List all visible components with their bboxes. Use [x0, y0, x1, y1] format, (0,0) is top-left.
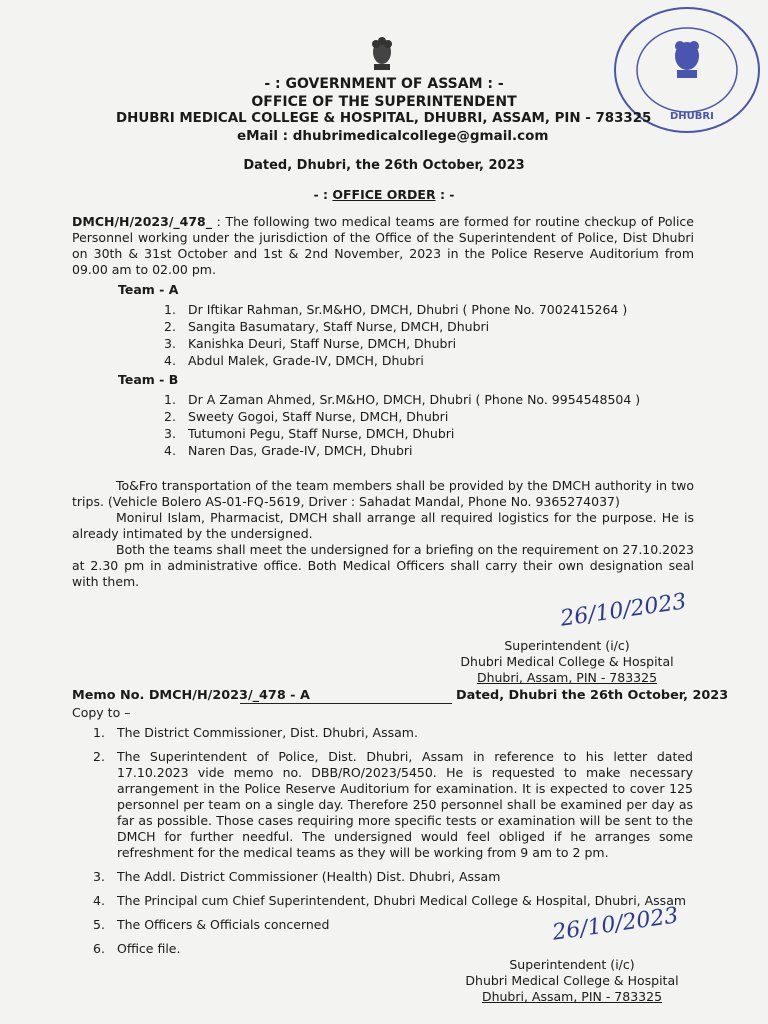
email-label: eMail : — [237, 128, 289, 144]
order-paragraphs — [72, 478, 694, 590]
list-item: 4. The Principal cum Chief Superintendent, Dhubri Medical College & Hospital, Dhubri, Assam — [93, 893, 687, 908]
teams-section — [118, 282, 678, 459]
order-ref: DMCH/H/2023/_478_ — [72, 214, 212, 229]
office-order-label: OFFICE ORDER — [332, 187, 436, 202]
list-item: 4. Abdul Malek, Grade-IV, DMCH, Dhubri — [164, 353, 424, 368]
office-order-title: - : OFFICE ORDER : - — [313, 187, 455, 202]
signature-institution: Dhubri Medical College & Hospital — [460, 654, 674, 669]
signature-title: Superintendent (i/c) — [504, 638, 630, 653]
signature-address: Dhubri, Assam, PIN - 783325 — [481, 989, 663, 1004]
list-item: 1. Dr Iftikar Rahman, Sr.M&HO, DMCH, Dhubri ( Phone No. 7002415264 ) — [164, 302, 628, 317]
signature-title: Superintendent (i/c) — [509, 957, 635, 972]
handwritten-signature-2: 26/10/2023 — [550, 903, 680, 946]
list-item: 2. Sangita Basumatary, Staff Nurse, DMCH, Dhubri — [164, 319, 490, 334]
memo-underline — [240, 703, 452, 704]
header-institution: DHUBRI MEDICAL COLLEGE & HOSPITAL, DHUBRI, ASSAM, PIN - 783325 — [116, 111, 652, 126]
memo-ref: Memo No. DMCH/H/2023/_478 - A — [72, 688, 310, 703]
signature-block — [452, 638, 682, 686]
list-item: 1. Dr A Zaman Ahmed, Sr.M&HO, DMCH, Dhubri ( Phone No. 9954548504 ) — [164, 392, 641, 407]
list-item: 6. Office file. — [93, 941, 181, 956]
order-body: DMCH/H/2023/_478_ : The following two medical teams are formed for routine checkup of Police Personnel working under the jurisdiction of the Office of the Superintendent of Police, Dist Dhubri on 30th & 31st October and 1st & 2nd November, 2023 in the Police Reserve Auditorium from 09.00 am to 02.00 pm. — [72, 214, 694, 277]
list-item: 3. Kanishka Deuri, Staff Nurse, DMCH, Dhubri — [164, 336, 457, 351]
email-address: dhubrimedicalcollege@gmail.com — [292, 128, 549, 144]
transport-paragraph: To&Fro transportation of the team members shall be provided by the DMCH authority in two trips. (Vehicle Bolero AS-01-FQ-5619, Driver : Sahadat Mandal, Phone No. 9365274037) — [72, 478, 694, 509]
signature-address: Dhubri, Assam, PIN - 783325 — [476, 670, 658, 685]
order-paragraph: The following two medical teams are formed for routine checkup of Police Personnel working under the jurisdiction of the Office of the Superintendent of Police, Dist Dhubri on 30th & 31st October and 1st & 2nd November, 2023 in the Police Reserve Auditorium from 09.00 am to 02.00 pm. — [72, 214, 694, 277]
list-item: 5. The Officers & Officials concerned — [93, 917, 330, 932]
copy-to-label: Copy to – — [72, 705, 131, 720]
team-a-list — [164, 302, 678, 369]
handwritten-signature: 26/10/2023 — [558, 589, 688, 632]
team-a-heading: Team - A — [118, 282, 179, 297]
list-item: 3. Tutumoni Pegu, Staff Nurse, DMCH, Dhubri — [164, 426, 455, 441]
list-item: 4. Naren Das, Grade-IV, DMCH, Dhubri — [164, 443, 413, 458]
header-email — [237, 128, 548, 144]
list-item: 2. The Superintendent of Police, Dist. Dhubri, Assam in reference to his letter dated 17.10.2023 vide memo no. DBB/RO/2023/5450. He is requested to make necessary arrangement in the Police Reserve Auditorium for examination. It is expected to cover 125 personnel per team on a single day. Therefore 250 personnel shall be examined per day as far as possible. Those cases requiring more specific tests or examination will be sent to the DMCH for further needful. The undersigned would feel obliged if he arranges some refreshment for the medical teams as they will be working from 9 am to 2 pm. — [93, 749, 693, 860]
list-item: 1. The District Commissioner, Dist. Dhubri, Assam. — [93, 725, 418, 740]
signature-institution: Dhubri Medical College & Hospital — [465, 973, 679, 988]
signature-block-2 — [452, 957, 692, 1005]
team-b-heading: Team - B — [118, 372, 179, 387]
logistics-paragraph: Monirul Islam, Pharmacist, DMCH shall arrange all required logistics for the purpose. He is already intimated by the undersigned. — [72, 510, 694, 541]
memo-date: Dated, Dhubri the 26th October, 2023 — [456, 688, 729, 703]
briefing-paragraph: Both the teams shall meet the undersigned for a briefing on the requirement on 27.10.2023 at 2.30 pm in administrative office. Both Medical Officers shall carry their own designation seal with them. — [72, 542, 694, 589]
order-date: Dated, Dhubri, the 26th October, 2023 — [243, 158, 525, 173]
team-b-list — [164, 392, 678, 459]
list-item: 3. The Addl. District Commissioner (Health) Dist. Dhubri, Assam — [93, 869, 501, 884]
state-emblem-icon — [365, 34, 399, 74]
seal-text: DHUBRI — [670, 111, 714, 122]
header-office: OFFICE OF THE SUPERINTENDENT — [251, 94, 517, 110]
header-government: - : GOVERNMENT OF ASSAM : - — [264, 76, 504, 92]
list-item: 2. Sweety Gogoi, Staff Nurse, DMCH, Dhubri — [164, 409, 449, 424]
